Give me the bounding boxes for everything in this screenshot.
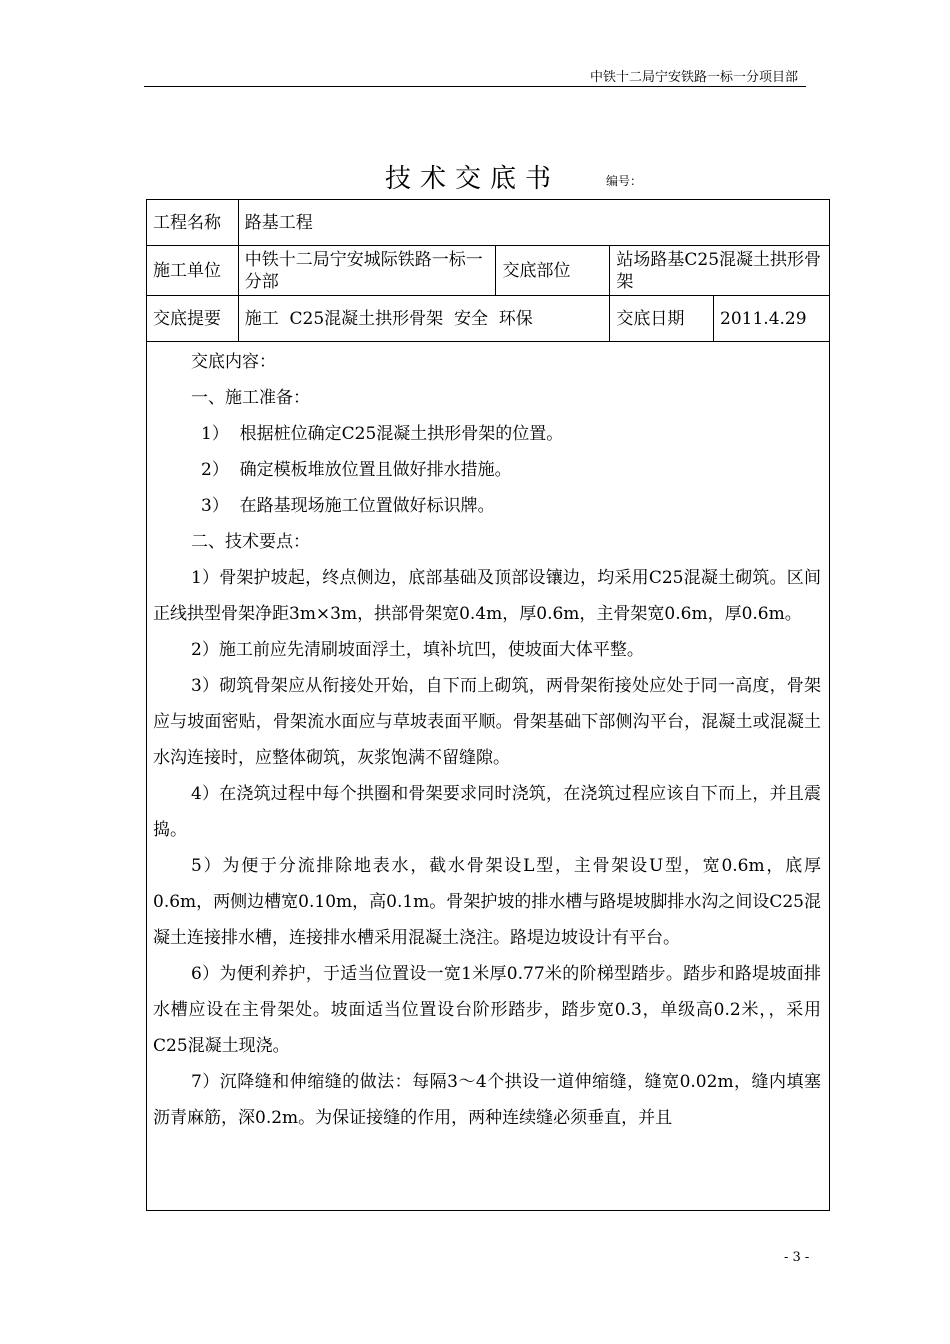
row-project-name <box>147 200 830 246</box>
prep-item: 3） 在路基现场施工位置做好标识牌。 <box>201 496 495 516</box>
location-label: 交底部位 <box>496 246 610 296</box>
content-body <box>153 344 821 1136</box>
point-paragraph: 4）在浇筑过程中每个拱圈和骨架要求同时浇筑，在浇筑过程应该自下而上，并且震捣。 <box>153 784 821 840</box>
date-value: 2011.4.29 <box>714 296 830 342</box>
point-paragraph: 1）骨架护坡起，终点侧边，底部基础及顶部设镶边，均采用C25混凝土砌筑。区间正线拱型骨架净距3m×3m，拱部骨架宽0.4m，厚0.6m，主骨架宽0.6m，厚0.6m。 <box>153 568 821 624</box>
date-label: 交底日期 <box>610 296 714 342</box>
location-value: 站场路基C25混凝土拱形骨架 <box>610 246 830 296</box>
point-paragraph: 7）沉降缝和伸缩缝的做法：每隔3～4个拱设一道伸缩缝，缝宽0.02m，缝内填塞沥青麻筋，深0.2m。为保证接缝的作用，两种连续缝必须垂直，并且 <box>153 1072 821 1128</box>
prep-item: 1） 根据桩位确定C25混凝土拱形骨架的位置。 <box>201 424 564 444</box>
point-paragraph: 3）砌筑骨架应从衔接处开始，自下而上砌筑，两骨架衔接处应处于同一高度，骨架应与坡面密贴，骨架流水面应与草坡表面平顺。骨架基础下部侧沟平台，混凝土或混凝土水沟连接时，应整体砌筑，灰浆饱满不留缝隙。 <box>153 676 821 768</box>
point-paragraph: 5）为便于分流排除地表水，截水骨架设L型，主骨架设U型，宽0.6m，底厚0.6m，两侧边槽宽0.10m，高0.1m。骨架护坡的排水槽与路堤坡脚排水沟之间设C25混凝土连接排水槽，连接排水槽采用混凝土浇注。路堤边坡设计有平台。 <box>153 856 821 948</box>
page-number: - 3 - <box>784 1250 810 1265</box>
project-name-label: 工程名称 <box>147 200 239 246</box>
section-heading-prep: 一、施工准备： <box>191 388 310 408</box>
row-summary <box>147 296 830 342</box>
project-name: 路基工程 <box>238 200 829 246</box>
summary-label: 交底提要 <box>147 296 239 342</box>
row-unit <box>147 246 830 296</box>
number-label: 编号： <box>606 174 643 188</box>
section-heading-points: 二、技术要点： <box>191 532 310 552</box>
info-table <box>146 199 830 342</box>
header-rule <box>144 86 806 87</box>
unit-label: 施工单位 <box>147 246 239 296</box>
summary-value: 施工 C25混凝土拱形骨架 安全 环保 <box>238 296 610 342</box>
point-paragraph: 2）施工前应先清刷坡面浮土，填补坑凹，使坡面大体平整。 <box>191 640 644 660</box>
prep-item: 2） 确定模板堆放位置且做好排水措施。 <box>201 460 512 480</box>
document-title: 技术交底书 <box>385 164 561 194</box>
header-company: 中铁十二局宁安铁路一标一分项目部 <box>589 70 798 85</box>
point-paragraph: 6）为便利养护，于适当位置设一宽1米厚0.77米的阶梯型踏步。踏步和路堤坡面排水槽应设在主骨架处。坡面适当位置设台阶形踏步，踏步宽0.3，单级高0.2米，，采用C25混凝土现浇。 <box>153 964 821 1056</box>
unit-value: 中铁十二局宁安城际铁路一标一分部 <box>238 246 496 296</box>
content-intro: 交底内容： <box>191 352 276 372</box>
